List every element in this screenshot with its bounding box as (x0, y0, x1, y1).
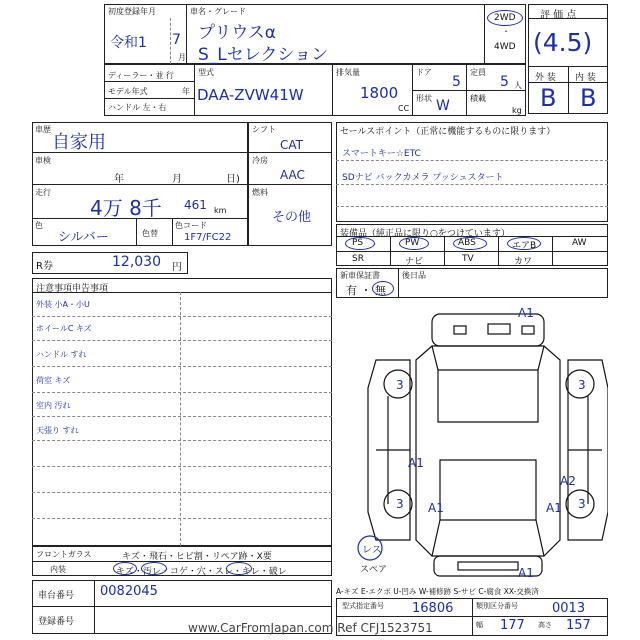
recycle-unit: 円 (172, 262, 182, 273)
interior-label: 内装 (50, 565, 66, 574)
model-year-label: モデル年式 (108, 87, 148, 96)
capacity-label: 定員 (470, 68, 486, 77)
shape-label: 形状 (416, 94, 432, 103)
note-item-2: ホイールC キズ (36, 324, 92, 333)
inspection-day-unit: 日) (226, 174, 240, 185)
warranty-none-circle (372, 281, 394, 296)
form-label: 型式指定番号 (342, 602, 384, 610)
interior-rub-circle (226, 562, 252, 575)
recycle-box (32, 252, 188, 274)
equip-abs: ABS (458, 238, 476, 248)
model-year-unit: 年 (182, 87, 190, 96)
warranty-label: 新車保証書 (340, 271, 380, 280)
capacity-unit: 人 (514, 81, 522, 90)
equip-sr: SR (352, 254, 364, 264)
category-label: 類別区分番号 (476, 602, 518, 610)
displacement-value: 1800 (360, 84, 399, 102)
sales-points-label: セールスポイント（正常に機能するものに限ります） (340, 127, 556, 137)
height-value: 157 (566, 618, 591, 633)
mileage-label: 走行 (35, 188, 51, 197)
fuel-value: その他 (272, 210, 312, 225)
note-item-6: 天張り すれ (36, 426, 79, 435)
equip-ps: PS (352, 238, 364, 248)
door-label: ドア (416, 68, 432, 77)
dealer-label: ディーラー・並 行 (108, 71, 174, 80)
handle-label: ハンドル 左・右 (108, 103, 167, 112)
color-change-label: 色替 (142, 229, 158, 238)
interior-label: 内 装 (575, 73, 596, 83)
note-item-3: ハンドル すれ (36, 350, 87, 359)
month-unit: 月 (178, 53, 186, 62)
glass-label: フロントガラス (36, 550, 92, 559)
door-value: 5 (452, 74, 461, 90)
interior-options: キズ・汚レ・コゲ・穴・スレ・キレ・破レ (116, 567, 287, 577)
note-item-5: 室内 汚れ (36, 401, 71, 410)
chassis-value: 0082045 (100, 584, 158, 599)
form-value: 16806 (412, 601, 454, 616)
drive-dot: ・ (502, 27, 510, 36)
sales-point-2: SDナビ バックカメラ プッシュスタート (342, 173, 504, 183)
spare-circle-text: レス (362, 545, 382, 556)
equip-navi: ナビ (405, 257, 424, 267)
chassis-label: 車台番号 (38, 591, 75, 601)
first-reg-label: 初度登録年月 (108, 7, 156, 16)
car-name-label: 車名・グレード (190, 7, 246, 16)
equip-tv: TV (462, 254, 474, 264)
type-value: 自家用 (52, 132, 106, 153)
exterior-grade: B (540, 84, 557, 112)
category-value: 0013 (552, 601, 586, 616)
inspection-label: 車検 (35, 156, 51, 165)
color-code-label: 色コード (175, 221, 207, 230)
glass-options: キズ・飛石・ヒビ割・リペア跡・X要 (122, 552, 272, 562)
damage-mark-rr-door: A1 (546, 501, 562, 515)
sales-point-1: スマートキー☆ETC (342, 149, 421, 159)
damage-legend: A-キズ E-エクボ U-凹み W-補修跡 S-サビ C-腐食 XX-交換済 (336, 587, 539, 596)
ac-value: AAC (280, 168, 305, 182)
mileage-value: 4万 8千 (90, 196, 162, 220)
ac-label: 冷房 (252, 156, 268, 165)
interior-stain-circle (141, 562, 167, 575)
capacity-value: 5 (500, 74, 509, 90)
damage-mark-fl-wheel: 3 (396, 378, 404, 392)
notes-box (32, 278, 332, 546)
damage-mark-rl-door: A1 (428, 501, 444, 515)
damage-mark-rl-wheel: 3 (396, 497, 404, 511)
first-reg-era: 令和1 (110, 35, 147, 51)
shift-value: CAT (280, 138, 303, 152)
height-label: 高さ (538, 621, 552, 629)
damage-mark-rr-wheel: 3 (578, 497, 586, 511)
car-grade: S_Lセレクション (198, 45, 329, 65)
drive-2wd: 2WD (494, 13, 516, 23)
width-label: 幅 (476, 621, 483, 629)
damage-mark-rear: A1 (518, 566, 534, 580)
km-unit: km (214, 206, 227, 215)
first-reg-month: 7 (172, 32, 181, 48)
inspection-month-unit: 月 (172, 174, 182, 185)
displacement-label: 排気量 (336, 68, 360, 77)
notes-label: 注意事項申告事項 (36, 284, 109, 294)
shape-value: W (436, 98, 450, 114)
watermark: www.CarFromJapan.com Ref CFJ1523751 (188, 621, 433, 635)
inspection-year-unit: 年 (114, 174, 124, 185)
interior-grade: B (580, 84, 597, 112)
model-value: DAA-ZVW41W (197, 86, 304, 104)
score-value: (4.5) (533, 28, 593, 57)
damage-mark-left-side: A1 (408, 456, 424, 470)
kg-unit: kg (512, 106, 522, 115)
score-label: 評 価 点 (540, 10, 577, 21)
note-item-4: 荷室 キズ (36, 376, 71, 385)
color-value: シルバー (58, 230, 109, 245)
note-item-1: 外装 小A・小U (36, 300, 90, 309)
type-label: 車歴 (35, 125, 51, 134)
mileage-small: 461 (184, 198, 207, 212)
recycle-value: 12,030 (112, 254, 161, 270)
model-label: 型式 (198, 68, 214, 77)
spare-label: スペア (360, 565, 388, 575)
after-items-label: 後日品 (402, 271, 426, 280)
shift-label: シフト (252, 125, 276, 134)
color-label: 色 (35, 221, 43, 230)
equip-pw: PW (405, 238, 420, 248)
warranty-value: 有 ・ 無 (346, 284, 386, 297)
drive-4wd: 4WD (494, 42, 516, 52)
equip-leather: カワ (514, 257, 533, 267)
cc-unit: CC (398, 104, 410, 113)
exterior-label: 外 装 (535, 73, 556, 83)
equip-aw: AW (572, 238, 587, 248)
damage-mark-front: A1 (518, 306, 534, 320)
width-value: 177 (500, 618, 525, 633)
equipment-label: 装備品（純正品に限り○をつけています） (340, 229, 510, 239)
car-name: プリウスα (198, 23, 277, 43)
color-code: 1F7/FC22 (184, 232, 232, 243)
load-label: 積載 (470, 94, 486, 103)
damage-mark-right-side: A2 (560, 474, 576, 488)
interior-scratch-circle (113, 562, 137, 575)
equip-airbag: エアB (512, 241, 537, 251)
reg-label: 登録番号 (38, 617, 75, 627)
fuel-label: 燃料 (252, 188, 268, 197)
damage-mark-fr-wheel: 3 (578, 378, 586, 392)
recycle-label: R券 (36, 261, 53, 272)
